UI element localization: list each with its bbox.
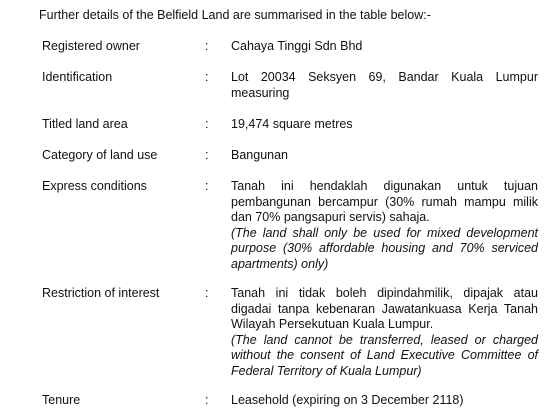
field-value xyxy=(231,179,538,272)
field-separator: : xyxy=(205,393,209,407)
field-value xyxy=(231,286,538,379)
field-value xyxy=(231,148,538,164)
value-translation: (The land shall only be used for mixed development purpose (30% affordable housing and 70% serviced apartments) only) xyxy=(231,225,538,271)
value-text: 19,474 square metres xyxy=(231,117,353,131)
field-label: Restriction of interest xyxy=(42,286,160,300)
field-value xyxy=(231,70,538,101)
value-text: Tanah ini hendaklah digunakan untuk tujuan pembangunan bercampur (30% rumah mampu milik dan 70% pangsapuri servis) sahaja. xyxy=(231,179,538,224)
field-value xyxy=(231,117,538,133)
value-text: Leasehold (expiring on 3 December 2118) xyxy=(231,393,464,407)
field-label: Category of land use xyxy=(42,148,158,162)
field-label: Tenure xyxy=(42,393,81,407)
field-separator: : xyxy=(205,148,209,162)
value-text: Bangunan xyxy=(231,148,289,162)
value-text: Lot 20034 Seksyen 69, Bandar Kuala Lumpur measuring xyxy=(231,70,538,100)
field-value xyxy=(231,393,538,409)
field-separator: : xyxy=(205,179,209,193)
value-translation: (The land cannot be transferred, leased or charged without the consent of Land Executive Committee of Federal Territory of Kuala Lumpur) xyxy=(231,332,538,378)
field-separator: : xyxy=(205,117,209,131)
value-text: Tanah ini tidak boleh dipindahmilik, dipajak atau digadai tanpa kebenaran Jawatankuasa Kerja Tanah Wilayah Persekutuan Kuala Lumpur. xyxy=(231,286,538,331)
field-label: Registered owner xyxy=(42,39,140,53)
field-separator: : xyxy=(205,39,209,53)
field-separator: : xyxy=(205,286,209,300)
field-label: Identification xyxy=(42,70,113,84)
field-value xyxy=(231,39,538,55)
field-label: Titled land area xyxy=(42,117,128,131)
intro-text: Further details of the Belfield Land are summarised in the table below:- xyxy=(39,8,431,22)
field-separator: : xyxy=(205,70,209,84)
field-label: Express conditions xyxy=(42,179,147,193)
value-text: Cahaya Tinggi Sdn Bhd xyxy=(231,39,363,53)
